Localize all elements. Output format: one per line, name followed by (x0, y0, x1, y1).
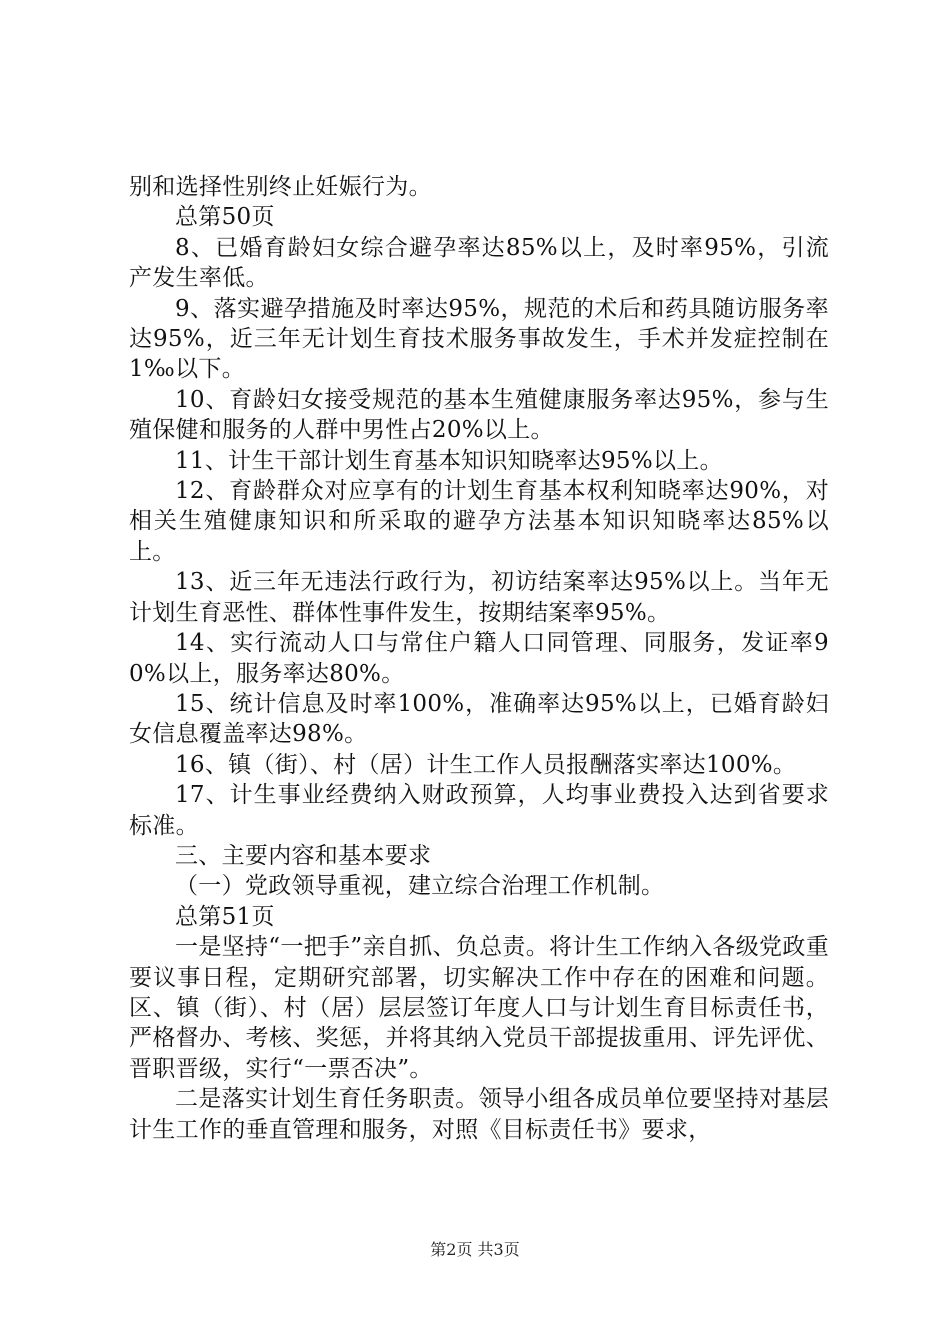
paragraph-5: 11、计生干部计划生育基本知识知晓率达95%以上。 (175, 447, 723, 474)
paragraph-16: 二是落实计划生育任务职责。领导小组各成员单位要坚持对基层计生工作的垂直管理和服务，对照《目标责任书》要求， (129, 1086, 829, 1143)
subsection-heading: （一）党政领导重视，建立综合治理工作机制。 (175, 873, 665, 900)
paragraph-10: 16、镇（街）、村（居）计生工作人员报酬落实率达100%。 (175, 751, 797, 778)
document-body (129, 172, 829, 1145)
paragraph-8: 14、实行流动人口与常住户籍人口同管理、同服务，发证率90%以上，服务率达80%。 (129, 630, 829, 687)
paragraph-6: 12、育龄群众对应享有的计划生育基本权利知晓率达90%，对相关生殖健康知识和所采取的避孕方法基本知识知晓率达85%以上。 (129, 478, 829, 565)
paragraph-9: 15、统计信息及时率100%，准确率达95%以上，已婚育龄妇女信息覆盖率达98%。 (129, 690, 829, 748)
paragraph-3: 9、落实避孕措施及时率达95%，规范的术后和药具随访服务率达95%，近三年无计划生育技术服务事故发生，手术并发症控制在1‰以下。 (129, 295, 829, 383)
paragraph-11: 17、计生事业经费纳入财政预算，人均事业费投入达到省要求标准。 (129, 782, 829, 839)
paragraph-0: 别和选择性别终止妊娠行为。 (129, 174, 432, 200)
paragraph-4: 10、育龄妇女接受规范的基本生殖健康服务率达95%，参与生殖保健和服务的人群中男性占20%以上。 (129, 386, 829, 444)
page-footer: 第2页 共3页 (430, 1240, 520, 1259)
paragraph-2: 8、已婚育龄妇女综合避孕率达85%以上，及时率95%，引流产发生率低。 (129, 234, 829, 292)
paragraph-14: 总第51页 (175, 903, 275, 930)
paragraph-7: 13、近三年无违法行政行为，初访结案率达95%以上。当年无计划生育恶性、群体性事件发生，按期结案率95%。 (129, 569, 829, 626)
paragraph-1: 总第50页 (175, 204, 275, 231)
paragraph-15: 一是坚持“一把手”亲自抓、负总责。将计生工作纳入各级党政重要议事日程，定期研究部署，切实解决工作中存在的困难和问题。区、镇（街）、村（居）层层签订年度人口与计划生育目标责任书，严格督办、考核、奖惩，并将其纳入党员干部提拔重用、评先评优、晋职晋级，实行“一票否决”。 (129, 934, 829, 1082)
section-heading: 三、主要内容和基本要求 (175, 842, 432, 869)
